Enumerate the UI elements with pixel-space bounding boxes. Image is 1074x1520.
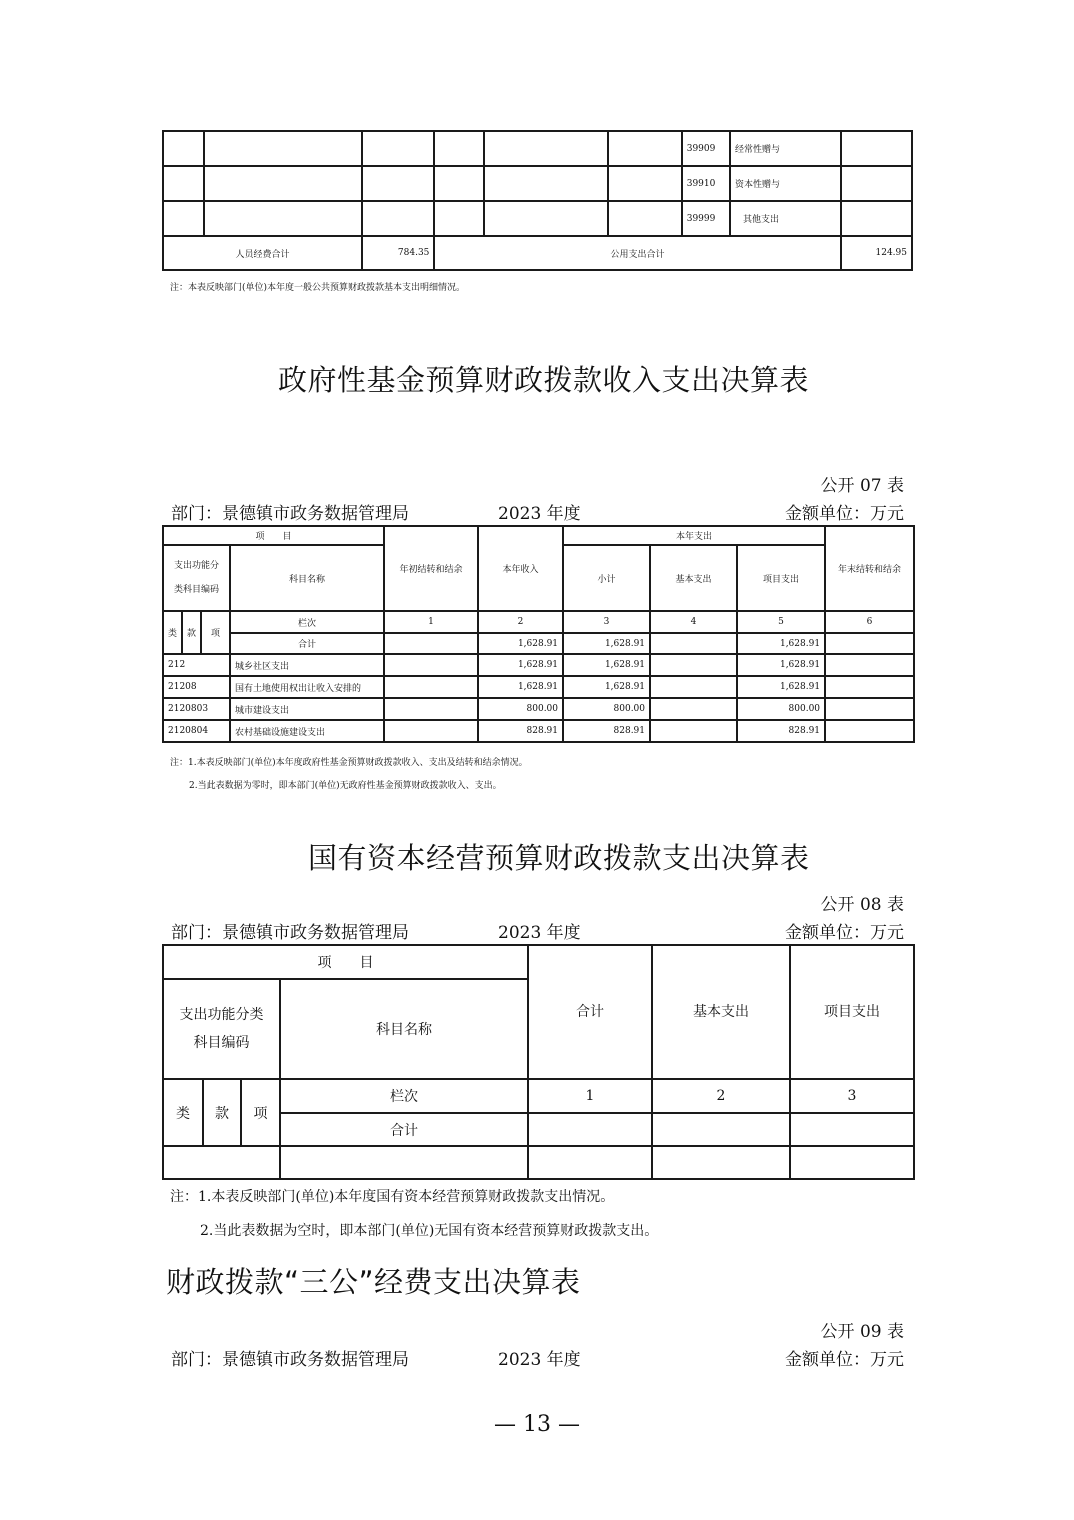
col-num: 3 bbox=[563, 611, 650, 633]
table06-tail bbox=[162, 130, 913, 271]
opening-value bbox=[384, 633, 478, 654]
econ-code: 39999 bbox=[682, 201, 730, 236]
header-project: 项目支出 bbox=[737, 545, 825, 611]
table08-unit: 金额单位：万元 bbox=[785, 923, 904, 943]
header-code-line2: 类科目编码 bbox=[173, 585, 219, 595]
header-total: 合计 bbox=[528, 945, 652, 1079]
subtotal-value: 800.00 bbox=[563, 698, 650, 720]
header-xiang: 项 bbox=[241, 1079, 280, 1146]
income-value: 1,628.91 bbox=[478, 676, 563, 698]
table08-number: 公开 08 表 bbox=[820, 895, 904, 915]
header-opening: 年初结转和结余 bbox=[384, 526, 478, 611]
header-code bbox=[163, 545, 230, 611]
project-value: 1,628.91 bbox=[737, 676, 825, 698]
closing-value bbox=[825, 720, 914, 742]
econ-code: 39909 bbox=[682, 131, 730, 166]
name bbox=[280, 1146, 528, 1179]
header-lei: 类 bbox=[163, 1079, 203, 1146]
total-row bbox=[163, 633, 914, 654]
table-row bbox=[163, 720, 914, 742]
econ-name: 资本性赠与 bbox=[730, 166, 841, 201]
closing-value bbox=[825, 633, 914, 654]
project-value bbox=[790, 1113, 914, 1146]
basic-value bbox=[650, 676, 737, 698]
table09-year: 2023 年度 bbox=[498, 1350, 581, 1370]
project-value: 800.00 bbox=[737, 698, 825, 720]
table06-note: 注：本表反映部门(单位)本年度一般公共预算财政拨款基本支出明细情况。 bbox=[170, 283, 466, 293]
table-row bbox=[163, 676, 914, 698]
code: 2120803 bbox=[163, 698, 230, 720]
public-total-label: 公用支出合计 bbox=[434, 236, 840, 270]
opening-value bbox=[384, 654, 478, 676]
totals-row bbox=[163, 236, 912, 270]
col-num: 1 bbox=[528, 1079, 652, 1113]
table08-note2: 2.当此表数据为空时，即本部门(单位)无国有资本经营预算财政拨款支出。 bbox=[200, 1223, 659, 1239]
closing-value bbox=[825, 698, 914, 720]
amount bbox=[841, 166, 912, 201]
project-value bbox=[790, 1146, 914, 1179]
table08-year: 2023 年度 bbox=[498, 923, 581, 943]
table09-number: 公开 09 表 bbox=[820, 1322, 904, 1342]
col-num: 4 bbox=[650, 611, 737, 633]
table07-title: 政府性基金预算财政拨款收入支出决算表 bbox=[278, 363, 810, 397]
project-value: 1,628.91 bbox=[737, 654, 825, 676]
header-basic: 基本支出 bbox=[650, 545, 737, 611]
subtotal-value: 1,628.91 bbox=[563, 676, 650, 698]
header-expense: 本年支出 bbox=[563, 526, 825, 545]
table-row bbox=[163, 166, 912, 201]
income-value: 1,628.91 bbox=[478, 633, 563, 654]
subtotal-value: 1,628.91 bbox=[563, 654, 650, 676]
header-lei: 类 bbox=[163, 611, 182, 654]
table09-department: 部门：景德镇市政务数据管理局 bbox=[171, 1350, 409, 1370]
opening-value bbox=[384, 720, 478, 742]
col-num: 6 bbox=[825, 611, 914, 633]
col-num: 5 bbox=[737, 611, 825, 633]
table07-note2: 2.当此表数据为零时，即本部门(单位)无政府性基金预算财政拨款收入、支出。 bbox=[189, 781, 502, 791]
code: 212 bbox=[163, 654, 230, 676]
table07-year: 2023 年度 bbox=[498, 504, 581, 524]
public-total-value: 124.95 bbox=[841, 236, 912, 270]
basic-value bbox=[650, 720, 737, 742]
name: 城乡社区支出 bbox=[230, 654, 384, 676]
header-name: 科目名称 bbox=[230, 545, 384, 611]
amount bbox=[841, 201, 912, 236]
closing-value bbox=[825, 654, 914, 676]
basic-value bbox=[650, 633, 737, 654]
code: 2120804 bbox=[163, 720, 230, 742]
basic-value bbox=[652, 1113, 790, 1146]
econ-name: 经常性赠与 bbox=[730, 131, 841, 166]
table07-department: 部门：景德镇市政务数据管理局 bbox=[171, 504, 409, 524]
name: 城市建设支出 bbox=[230, 698, 384, 720]
header-xiang: 项 bbox=[201, 611, 230, 654]
page-number: — 13 — bbox=[494, 1412, 580, 1437]
basic-value bbox=[652, 1146, 790, 1179]
name: 农村基础设施建设支出 bbox=[230, 720, 384, 742]
header-item: 项 目 bbox=[163, 945, 528, 979]
header-name: 科目名称 bbox=[280, 979, 528, 1079]
opening-value bbox=[384, 676, 478, 698]
basic-value bbox=[650, 698, 737, 720]
header-code-line1: 支出功能分类 bbox=[179, 1007, 264, 1023]
table08-title: 国有资本经营预算财政拨款支出决算表 bbox=[308, 841, 810, 875]
col-num: 1 bbox=[384, 611, 478, 633]
econ-name: 其他支出 bbox=[730, 201, 841, 236]
table07-unit: 金额单位：万元 bbox=[785, 504, 904, 524]
code bbox=[163, 1146, 280, 1179]
code: 21208 bbox=[163, 676, 230, 698]
total-value bbox=[528, 1113, 652, 1146]
income-value: 1,628.91 bbox=[478, 654, 563, 676]
basic-value bbox=[650, 654, 737, 676]
income-value: 800.00 bbox=[478, 698, 563, 720]
amount bbox=[841, 131, 912, 166]
header-item: 项 目 bbox=[163, 526, 384, 545]
header-code-line2: 科目编码 bbox=[193, 1035, 250, 1051]
table07-note1: 注：1.本表反映部门(单位)本年度政府性基金预算财政拨款收入、支出及结转和结余情况。 bbox=[170, 758, 528, 768]
closing-value bbox=[825, 676, 914, 698]
table-row bbox=[163, 654, 914, 676]
subtotal-value: 1,628.91 bbox=[563, 633, 650, 654]
header-basic: 基本支出 bbox=[652, 945, 790, 1079]
table-row bbox=[163, 201, 912, 236]
total-label: 合计 bbox=[230, 633, 384, 654]
table09-unit: 金额单位：万元 bbox=[785, 1350, 904, 1370]
subtotal-value: 828.91 bbox=[563, 720, 650, 742]
table-row bbox=[163, 131, 912, 166]
header-code bbox=[163, 979, 280, 1079]
personnel-total-label: 人员经费合计 bbox=[163, 236, 362, 270]
header-kuan: 款 bbox=[203, 1079, 241, 1146]
total-label: 合计 bbox=[280, 1113, 528, 1146]
table07-number: 公开 07 表 bbox=[820, 476, 904, 496]
opening-value bbox=[384, 698, 478, 720]
header-income: 本年收入 bbox=[478, 526, 563, 611]
header-subtotal: 小计 bbox=[563, 545, 650, 611]
column-label: 栏次 bbox=[280, 1079, 528, 1113]
header-kuan: 款 bbox=[182, 611, 201, 654]
col-num: 2 bbox=[652, 1079, 790, 1113]
income-value: 828.91 bbox=[478, 720, 563, 742]
table07 bbox=[162, 525, 915, 743]
personnel-total-value: 784.35 bbox=[362, 236, 434, 270]
project-value: 828.91 bbox=[737, 720, 825, 742]
total-value bbox=[528, 1146, 652, 1179]
econ-code: 39910 bbox=[682, 166, 730, 201]
name: 国有土地使用权出让收入安排的 bbox=[230, 676, 384, 698]
col-num: 3 bbox=[790, 1079, 914, 1113]
header-closing: 年末结转和结余 bbox=[825, 526, 914, 611]
header-project: 项目支出 bbox=[790, 945, 914, 1079]
column-label: 栏次 bbox=[230, 611, 384, 633]
table08-note1: 注：1.本表反映部门(单位)本年度国有资本经营预算财政拨款支出情况。 bbox=[170, 1189, 615, 1205]
table08-department: 部门：景德镇市政务数据管理局 bbox=[171, 923, 409, 943]
table08 bbox=[162, 944, 915, 1180]
header-code-line1: 支出功能分 bbox=[173, 561, 219, 571]
table-row bbox=[163, 698, 914, 720]
col-num: 2 bbox=[478, 611, 563, 633]
table-row bbox=[163, 1146, 914, 1179]
table09-title: 财政拨款“三公”经费支出决算表 bbox=[166, 1265, 581, 1299]
project-value: 1,628.91 bbox=[737, 633, 825, 654]
